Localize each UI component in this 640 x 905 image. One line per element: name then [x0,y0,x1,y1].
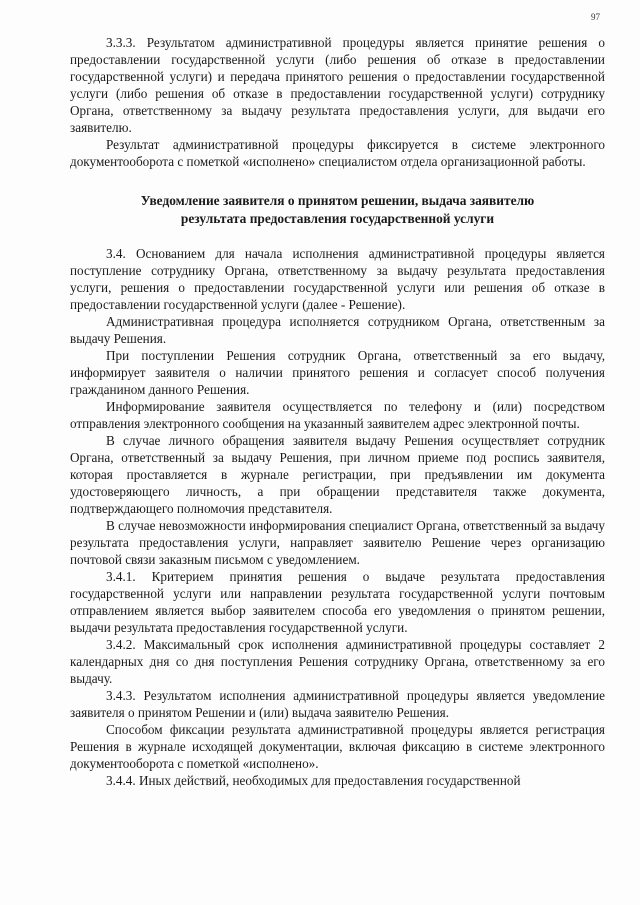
paragraph-3-4-informing: Информирование заявителя осуществляется по телефону и (или) посредством отправления электронного сообщения на указанный заявителем адрес электронной почты. [70,399,605,431]
page-number: 97 [591,12,600,22]
paragraph-3-4-mail: В случае невозможности информирования специалист Органа, ответственный за выдачу результата предоставления услуги, направляет заявителю Решение через организацию почтовой связи заказным письмом с уведомлением. [70,518,605,567]
paragraph-3-4-1: 3.4.1. Критерием принятия решения о выдаче результата предоставления государственной услуги или направлении результата государственной услуги почтовым отправлением является выбор заявителем способа его уведомления о принятом решении, выдачи результата предоставления государственной услуги. [70,569,605,635]
paragraph-3-4-receipt: При поступлении Решения сотрудник Органа, ответственный за его выдачу, информирует заявителя о наличии принятого решения и согласует способ получения гражданином данного Решения. [70,348,605,397]
paragraph-3-4-executor: Административная процедура исполняется сотрудником Органа, ответственным за выдачу Решения. [70,314,605,346]
heading-line-1: Уведомление заявителя о принятом решении, выдача заявителю [140,193,535,208]
paragraph-3-4-3: 3.4.3. Результатом исполнения административной процедуры является уведомление заявителя о принятом Решении и (или) выдача заявителю Решения. [70,688,605,720]
section-heading [70,192,605,228]
paragraph-3-3-3: 3.3.3. Результатом административной процедуры является принятие решения о предоставлении государственной услуги (либо решения об отказе в предоставлении государственной услуги) и передача принятого решения о предоставлении государственной услуги (либо решения об отказе в предоставлении государственной услуги) сотруднику Органа, ответственному за выдачу результата предоставления услуги, для выдачи его заявителю. [70,35,605,135]
heading-line-2: результата предоставления государственной услуги [180,211,495,226]
paragraph-3-4-2: 3.4.2. Максимальный срок исполнения административной процедуры составляет 2 календарных дня со дня поступления Решения сотруднику Органа, ответственному за его выдачу. [70,637,605,686]
paragraph-3-4-3-fixation: Способом фиксации результата административной процедуры является регистрация Решения в журнале исходящей документации, включая фиксацию в системе электронного документооборота с пометкой «исполнено». [70,722,605,771]
document-body [70,34,605,789]
paragraph-3-4-personal: В случае личного обращения заявителя выдачу Решения осуществляет сотрудник Органа, ответственный за выдачу Решения, при личном приеме под роспись заявителя, которая проставляется в журнале регистрации, при предъявлении им документа удостоверяющего личность, а при обращении представителя также документа, подтверждающего полномочия представителя. [70,433,605,516]
paragraph-3-4: 3.4. Основанием для начала исполнения административной процедуры является поступление сотруднику Органа, ответственному за выдачу результата предоставления услуги, решения о предоставлении государственной услуги или решения об отказе в предоставлении государственной услуги (далее - Решение). [70,246,605,312]
paragraph-3-4-4: 3.4.4. Иных действий, необходимых для предоставления государственной [106,773,521,788]
paragraph-3-3-3-result: Результат административной процедуры фиксируется в системе электронного документооборота с пометкой «исполнено» специалистом отдела организационной работы. [70,137,605,169]
